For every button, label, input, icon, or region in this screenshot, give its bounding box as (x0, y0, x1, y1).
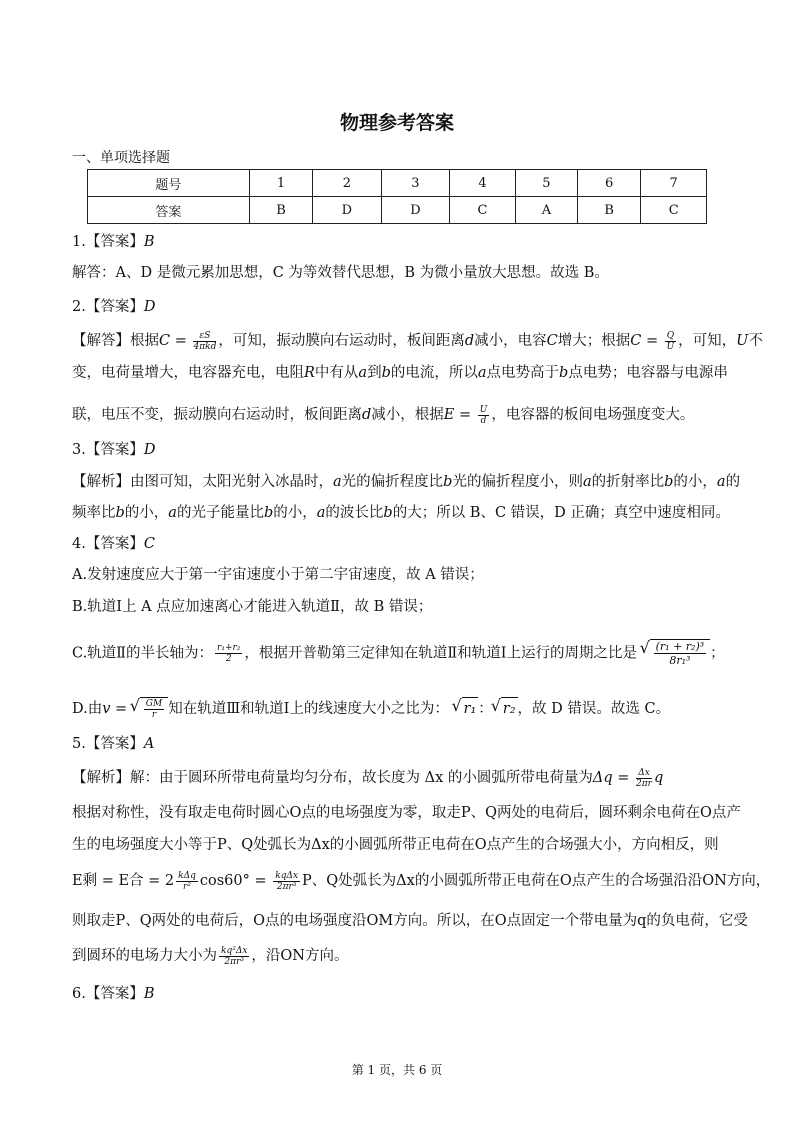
q2-line-1: 【解答】根据C = $\frac{\varepsilon S}{\text{4πkd}}$ ，可知，振动膜向右运动时，板间距离d减小，电容C增大；根据C = $\frac{Q}{U}$ ，可知，U不 (72, 330, 763, 352)
table-cell: C (450, 197, 516, 224)
q5-line-2: 根据对称性，没有取走电荷时圆心O点的电场强度为零，取走P、Q两处的电荷后，圆环剩余电荷在O点产 (72, 805, 741, 821)
text: 增大；根据 (557, 333, 631, 349)
table-cell: D (381, 197, 450, 224)
table-cell: 6 (578, 170, 641, 197)
q3-line-2: 频率比b的小，a的光子能量比b的小，a的波长比b的大；所以 B、C 错误，D 正确；真空中速度相同。 (72, 505, 730, 521)
text: ，可知， (678, 333, 737, 349)
text: ，沿ON方向。 (251, 948, 349, 964)
text: cos60° = (199, 873, 267, 889)
text: 的折射率比 (591, 474, 665, 490)
q3-head: 3.【答案】 (72, 442, 144, 458)
text: 的 (725, 474, 741, 490)
q3-answer (72, 439, 722, 461)
text: ； (710, 645, 725, 662)
text: ，故 D 错误。故选 C。 (517, 701, 671, 717)
q4-option-b: B.轨道Ⅰ上 A 点应加速离心才能进入轨道Ⅱ，故 B 错误； (72, 599, 433, 615)
table-cell: 答案 (88, 197, 250, 224)
table-cell: 4 (450, 170, 516, 197)
text: 减小，根据 (371, 407, 444, 423)
q2-line-3: 联，电压不变，振动膜向右运动时，板间距离d减小，根据E = $\frac{U}{d}$ ，电容器的板间电场强度变大。 (72, 404, 695, 426)
text: 【解析】由图可知，太阳光射入冰晶时， (72, 474, 333, 490)
formula-field-component: $\frac{\text{kΔq}}{\text{r²}}$ (178, 870, 196, 892)
text: ，可知，振动膜向右运动时，板间距离 (218, 333, 465, 349)
text: 的大；所以 B、C 错误，D 正确；真空中速度相同。 (392, 505, 730, 521)
formula-q-over-u: $\frac{Q}{U}$ (666, 330, 675, 352)
q5-ans: A (143, 736, 155, 752)
text: 点电势高于 (486, 365, 560, 381)
q1-answer (72, 231, 722, 253)
q4-option-c (72, 639, 725, 667)
q5-line-6 (72, 945, 722, 967)
formula-capacitance: $\frac{\varepsilon S}{\text{4πkd}}$ (193, 330, 217, 352)
text: 点电势；电容器与电源串 (568, 365, 728, 381)
text: 联，电压不变，振动膜向右运动时，板间距离 (72, 407, 362, 423)
text: 知在轨道Ⅲ和轨道Ⅰ上的线速度大小之比为： (168, 701, 449, 717)
table-cell: A (515, 197, 577, 224)
formula-orbital-speed: √ $\frac{GM}{r}$ (140, 697, 168, 720)
text: E剩 = E合 = 2 (72, 873, 175, 889)
text: 到 (367, 365, 382, 381)
formula-semi-axis: $\frac{\text{r₁+r₂}}{2}$ (217, 643, 241, 664)
formula-force: $\frac{\text{kq²Δx}}{\text{2πr³}}$ (221, 945, 248, 967)
q2-ans: D (143, 299, 156, 315)
table-cell: 题号 (88, 170, 250, 197)
text: 不 (748, 333, 763, 349)
formula-period-ratio: √ $\frac{\text{(r₁ + r₂)³}}{\text{8r₁³}}$ (650, 639, 711, 667)
text: 中有从 (314, 365, 359, 381)
q4-ans: C (143, 536, 155, 552)
text: ，电容器的板间电场强度变大。 (491, 407, 695, 423)
q5-line-3: 生的电场强度大小等于P、Q处弧长为Δx的小圆弧所带正电荷在O点产生的合场强大小，方向相反，则 (72, 837, 719, 853)
table-row-numbers (88, 170, 707, 197)
formula-sqrt-r2: √ r₂ (501, 697, 518, 720)
text: 的小， (673, 474, 717, 490)
formula-field-result: $\frac{\text{kqΔx}}{\text{2πr³}}$ (275, 870, 299, 892)
q5-line-5: 则取走P、Q两处的电荷后，O点的电场强度沿OM方向。所以，在O点固定一个带电量为q的负电荷，它受 (72, 913, 748, 929)
section-heading: 一、单项选择题 (72, 150, 170, 166)
q5-answer (72, 733, 722, 755)
text: 的小， (273, 505, 317, 521)
table-cell: D (313, 197, 382, 224)
q1-head: 1.【答案】 (72, 234, 144, 250)
q4-answer (72, 533, 722, 555)
text: D.由 (72, 701, 103, 717)
text: 的小， (124, 505, 169, 521)
q4-option-a: A.发射速度应大于第一宇宙速度小于第二宇宙速度，故 A 错误； (72, 567, 484, 583)
table-cell: 5 (515, 170, 577, 197)
table-cell: 2 (313, 170, 382, 197)
text: 的光子能量比 (176, 505, 264, 521)
formula-charge-element: $\frac{\Delta x}{2\pi r}$ (636, 767, 652, 789)
page-footer: 第 1 页，共 6 页 (351, 1063, 443, 1077)
formula-sqrt-r1: √ r₁ (462, 697, 479, 720)
table-cell: 1 (249, 170, 312, 197)
q5-head: 5.【答案】 (72, 736, 144, 752)
text: 变，电荷量增大，电容器充电，电阻 (72, 365, 304, 381)
q2-answer (72, 296, 722, 318)
text: 【解析】解：由于圆环所带电荷量均匀分布，故长度为 Δx 的小圆弧所带电荷量为 (72, 770, 593, 786)
q4-head: 4.【答案】 (72, 536, 144, 552)
q6-head: 6.【答案】 (72, 986, 144, 1002)
text: ，根据开普勒第三定律知在轨道Ⅱ和轨道Ⅰ上运行的周期之比是 (244, 645, 638, 662)
q6-answer (72, 983, 722, 1005)
text: 减小，电容 (474, 333, 547, 349)
text: C.轨道Ⅱ的半长轴为： (72, 645, 214, 662)
q2-head: 2.【答案】 (72, 299, 144, 315)
table-cell: 7 (641, 170, 707, 197)
q2-line-2: 变，电荷量增大，电容器充电，电阻R中有从a到b的电流，所以a点电势高于b点电势；电容器与电源串 (72, 365, 728, 381)
q5-line-4 (72, 870, 771, 892)
table-cell: B (249, 197, 312, 224)
text: 的波长比 (325, 505, 384, 521)
formula-u-over-d: $\frac{U}{d}$ (479, 404, 488, 426)
table-cell: 3 (381, 170, 450, 197)
table-cell: B (578, 197, 641, 224)
text: 【解答】根据 (72, 333, 159, 349)
text: P、Q处弧长为Δx的小圆弧所带正电荷在O点产生的合场强沿沿ON方向， (302, 873, 771, 889)
text: 到圆环的电场力大小为 (72, 948, 217, 964)
text: 频率比 (72, 505, 116, 521)
q3-line-1: 【解析】由图可知，太阳光射入冰晶时，a光的偏折程度比b光的偏折程度小，则a的折射率比b的小，a的 (72, 474, 741, 490)
q1-ans: B (143, 234, 155, 250)
q6-ans: B (143, 986, 155, 1002)
q1-explanation: 解答：A、D 是微元累加思想，C 为等效替代思想，B 为微小量放大思想。故选 B。 (72, 265, 609, 281)
text: 光的偏折程度比 (341, 474, 444, 490)
q4-option-d: D.由v = √ $\frac{GM}{r}$ 知在轨道Ⅲ和轨道Ⅰ上的线速度大小之比为： √ r₁ ：√ r₂ ，故 D 错误。故选 C。 (72, 697, 722, 720)
q5-line-1: 【解析】解：由于圆环所带电荷量均匀分布，故长度为 Δx 的小圆弧所带电荷量为Δq = $\frac{\Delta x}{2\pi r}$ q (72, 767, 664, 789)
text: 光的偏折程度小，则 (452, 474, 583, 490)
text: 的电流，所以 (390, 365, 478, 381)
table-row-answers (88, 197, 707, 224)
answer-table (87, 169, 707, 224)
page-title: 物理参考答案 (339, 112, 454, 134)
table-cell: C (641, 197, 707, 224)
q3-ans: D (143, 442, 156, 458)
